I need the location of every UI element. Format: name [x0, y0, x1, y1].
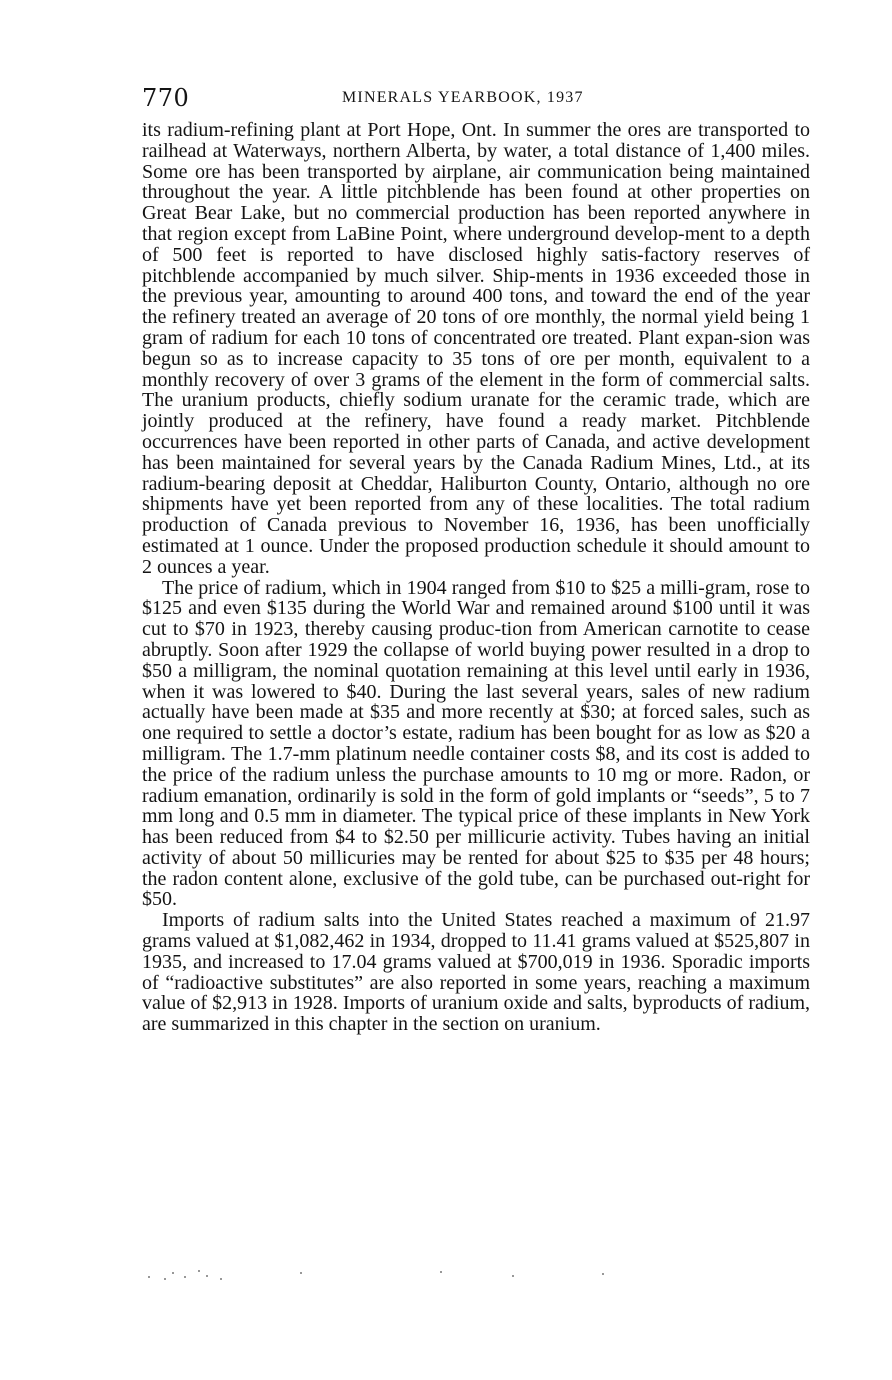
running-head-title: MINERALS YEARBOOK, 1937 — [342, 89, 584, 106]
page-number: 770 — [142, 84, 190, 112]
paragraph-imports: Imports of radium salts into the United States reached a maximum of 21.97 grams valued at $1,082,462 in 1934, dropped to 11.41 grams valued at $525,807 in 1935, and increased to 17.04 grams valued at $700,019 in 1936. Sporadic imports of “radioactive substitutes” are also reported in some years, reaching a maximum value of $2,913 in 1928. Imports of uranium oxide and salts, byproducts of radium, are summarized in this chapter in the section on uranium. — [142, 909, 810, 1036]
paragraph-radium-price: The price of radium, which in 1904 ranged from $10 to $25 a milli-gram, rose to $125 and even $135 during the World War and remained around $100 until it was cut to $70 in 1923, thereby causing produc-tion from American carnotite to cease abruptly. Soon after 1929 the collapse of world buying power resulted in a drop to $50 a milligram, the nominal quotation remaining at this level until early in 1936, when it was lowered to $40. During the last several years, sales of new radium actually have been made at $35 and more recently at $30; at forced sales, such as one required to settle a doctor’s estate, radium has been bought for as low as $20 a milligram. The 1.7-mm platinum needle container costs $8, and its cost is added to the price of the radium unless the purchase amounts to 10 mg or more. Radon, or radium emanation, ordinarily is sold in the form of gold implants or “seeds”, 5 to 7 mm long and 0.5 mm in diameter. The typical price of these implants in New York has been reduced from $4 to $2.50 per millicurie activity. Tubes having an initial activity of about 50 millicuries may be rented for about $25 to $35 per 48 hours; the radon content alone, exclusive of the gold tube, can be purchased out-right for $50. — [142, 576, 810, 911]
paragraph-canada-production: its radium-refining plant at Port Hope, Ont. In summer the ores are transported to railhead at Waterways, northern Alberta, by water, a total distance of 1,400 miles. Some ore has been transported by airplane, air communication being maintained throughout the year. A little pitchblende has been found at other properties on Great Bear Lake, but no commercial production has been reported anywhere in that region except from LaBine Point, where underground develop-ment to a depth of 500 feet is reported to have disclosed highly satis-factory reserves of pitchblende accompanied by much silver. Ship-ments in 1936 exceeded those in the previous year, amounting to around 400 tons, and toward the end of the year the refinery treated an average of 20 tons of ore monthly, the normal yield being 1 gram of radium for each 10 tons of concentrated ore treated. Plant expan-sion was begun so as to increase capacity to 35 tons of ore per month, equivalent to a monthly recovery of over 3 grams of the element in the form of commercial salts. The uranium products, chiefly sodium uranate for the ceramic trade, which are jointly produced at the refinery, have found a ready market. Pitchblende occurrences have been reported in other parts of Canada, and active development has been maintained for several years by the Canada Radium Mines, Ltd., at its radium-bearing deposit at Cheddar, Haliburton County, Ontario, although no ore shipments have yet been reported from any of these localities. The total radium production of Canada previous to November 16, 1936, has been unofficially estimated at 1 ounce. Under the proposed production schedule it should amount to 2 ounces a year. — [142, 119, 810, 578]
scan-specks — [140, 1266, 620, 1286]
body-text — [142, 120, 810, 1035]
running-head — [142, 84, 810, 112]
